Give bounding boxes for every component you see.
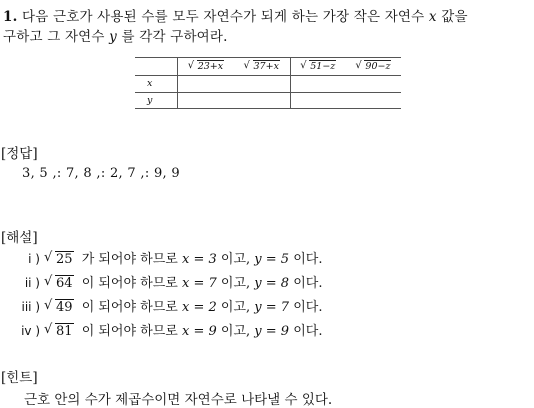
table-cell bbox=[346, 92, 401, 109]
solution-item: iii ) √ 49 이 되어야 하므로 x = 2 이고, y = 7 이다. bbox=[21, 298, 323, 315]
question-number: 1. bbox=[3, 9, 18, 25]
table-cell bbox=[234, 92, 290, 109]
variable-y: y bbox=[109, 29, 117, 45]
solution-item: iv ) √ 81 이 되어야 하므로 x = 9 이고, y = 9 이다. bbox=[21, 322, 323, 339]
solution-title: [해설] bbox=[1, 230, 38, 246]
table-row bbox=[135, 92, 401, 109]
table-cell bbox=[178, 76, 234, 93]
row-label-x: x bbox=[135, 76, 178, 93]
answer-text: 3, 5 ,: 7, 8 ,: 2, 7 ,: 9, 9 bbox=[22, 166, 180, 181]
table-header-cell: √ 90−z bbox=[346, 58, 401, 76]
answer-title: [정답] bbox=[1, 146, 38, 162]
table-cell bbox=[178, 92, 234, 109]
hint-text: 근호 안의 수가 제곱수이면 자연수로 나타낼 수 있다. bbox=[24, 392, 333, 408]
solution-item: ii ) √ 64 이 되어야 하므로 x = 7 이고, y = 8 이다. bbox=[24, 274, 323, 291]
question-text-1b: 값을 bbox=[441, 9, 468, 25]
question-text-2b: 를 각각 구하여라. bbox=[121, 29, 228, 45]
table-cell bbox=[290, 76, 346, 93]
question-line-1 bbox=[3, 5, 468, 25]
table-header-row bbox=[135, 58, 401, 76]
question-text-1a: 다음 근호가 사용된 수를 모두 자연수가 되게 하는 가장 작은 자연수 bbox=[22, 9, 425, 25]
question-line-2 bbox=[3, 25, 228, 45]
hint-title: [힌트] bbox=[1, 370, 38, 386]
table-row bbox=[135, 76, 401, 93]
variable-x: x bbox=[428, 9, 437, 25]
table-header-cell: √ 37+x bbox=[234, 58, 290, 76]
table-cell bbox=[290, 92, 346, 109]
table-cell bbox=[346, 76, 401, 93]
row-label-y: y bbox=[135, 92, 178, 109]
table-cell bbox=[234, 76, 290, 93]
solution-item: i ) √ 25 가 되어야 하므로 x = 3 이고, y = 5 이다. bbox=[28, 250, 323, 267]
table-header-cell: √ 23+x bbox=[178, 58, 234, 76]
table-corner-cell bbox=[135, 58, 178, 76]
table-header-cell: √ 51−z bbox=[290, 58, 346, 76]
answer-table bbox=[135, 57, 401, 109]
question-text-2a: 구하고 그 자연수 bbox=[3, 29, 105, 45]
